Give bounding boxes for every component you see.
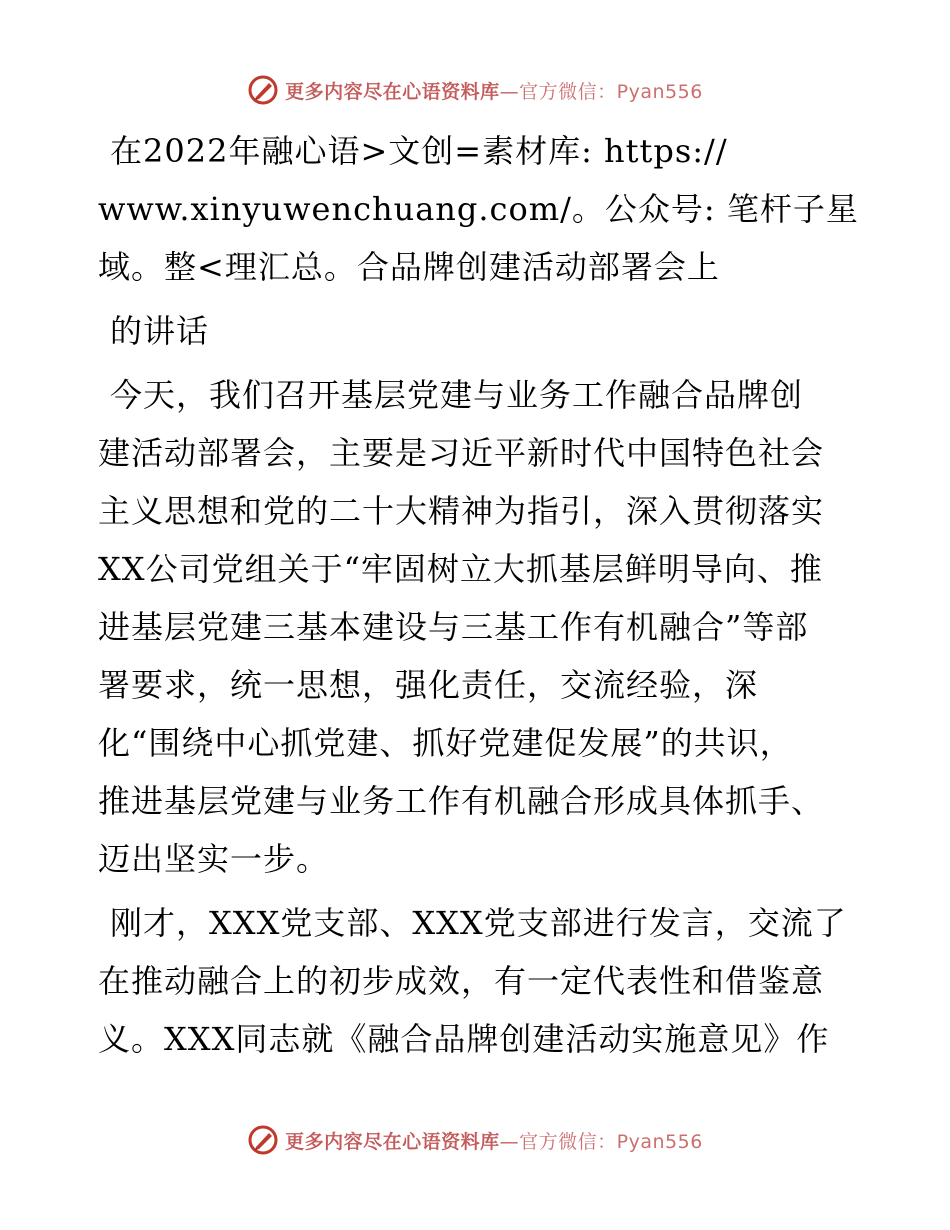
paragraph-line: 主义思想和党的二十大精神为指引，深入贯彻落实 (98, 492, 825, 530)
watermark-main-text: 更多内容尽在心语资料库 (285, 1130, 500, 1153)
paragraph-line: 今天，我们召开基层党建与业务工作融合品牌创 (110, 376, 804, 414)
paragraph-line: 进基层党建三基本建设与三基工作有机融合”等部 (98, 608, 809, 646)
paragraph-line: 义。XXX同志就《融合品牌创建活动实施意见》作 (98, 1020, 830, 1058)
document-body (98, 122, 868, 1068)
watermark-text (285, 77, 703, 104)
watermark-separator: — (499, 1130, 520, 1153)
header-line: 在2022年融心语>文创=素材库: https:// (110, 132, 728, 170)
header-line: 域。整<理汇总。合品牌创建活动部署会上 (98, 248, 720, 286)
brush-logo-icon (247, 1124, 279, 1156)
watermark-footer (0, 1120, 950, 1160)
watermark-sub-text: 官方微信：Pyan556 (519, 1130, 703, 1153)
header-line: www.xinyuwenchuang.com/。公众号: 笔杆子星 (98, 190, 859, 228)
paragraph-line: 在推动融合上的初步成效，有一定代表性和借鉴意 (98, 962, 825, 1000)
paragraph-line: XX公司党组关于“牢固树立大抓基层鲜明导向、推 (98, 550, 823, 588)
paragraph-line: 刚才，XXX党支部、XXX党支部进行发言，交流了 (110, 904, 847, 942)
paragraph-line: 署要求，统一思想，强化责任，交流经验，深 (98, 666, 759, 704)
title-tail: 的讲话 (110, 312, 210, 350)
paragraph-line: 迈出坚实一步。 (98, 840, 330, 878)
paragraph-line: 推进基层党建与业务工作有机融合形成具体抓手、 (98, 782, 825, 820)
paragraph-line: 建活动部署会，主要是习近平新时代中国特色社会 (98, 434, 825, 472)
watermark-separator: — (499, 80, 520, 103)
watermark-main-text: 更多内容尽在心语资料库 (285, 80, 500, 103)
watermark-text (285, 1127, 703, 1154)
paragraph-line: 化“围绕中心抓党建、抓好党建促发展”的共识， (98, 724, 793, 762)
watermark-sub-text: 官方微信：Pyan556 (519, 80, 703, 103)
brush-logo-icon (247, 74, 279, 106)
watermark-header (0, 70, 950, 110)
